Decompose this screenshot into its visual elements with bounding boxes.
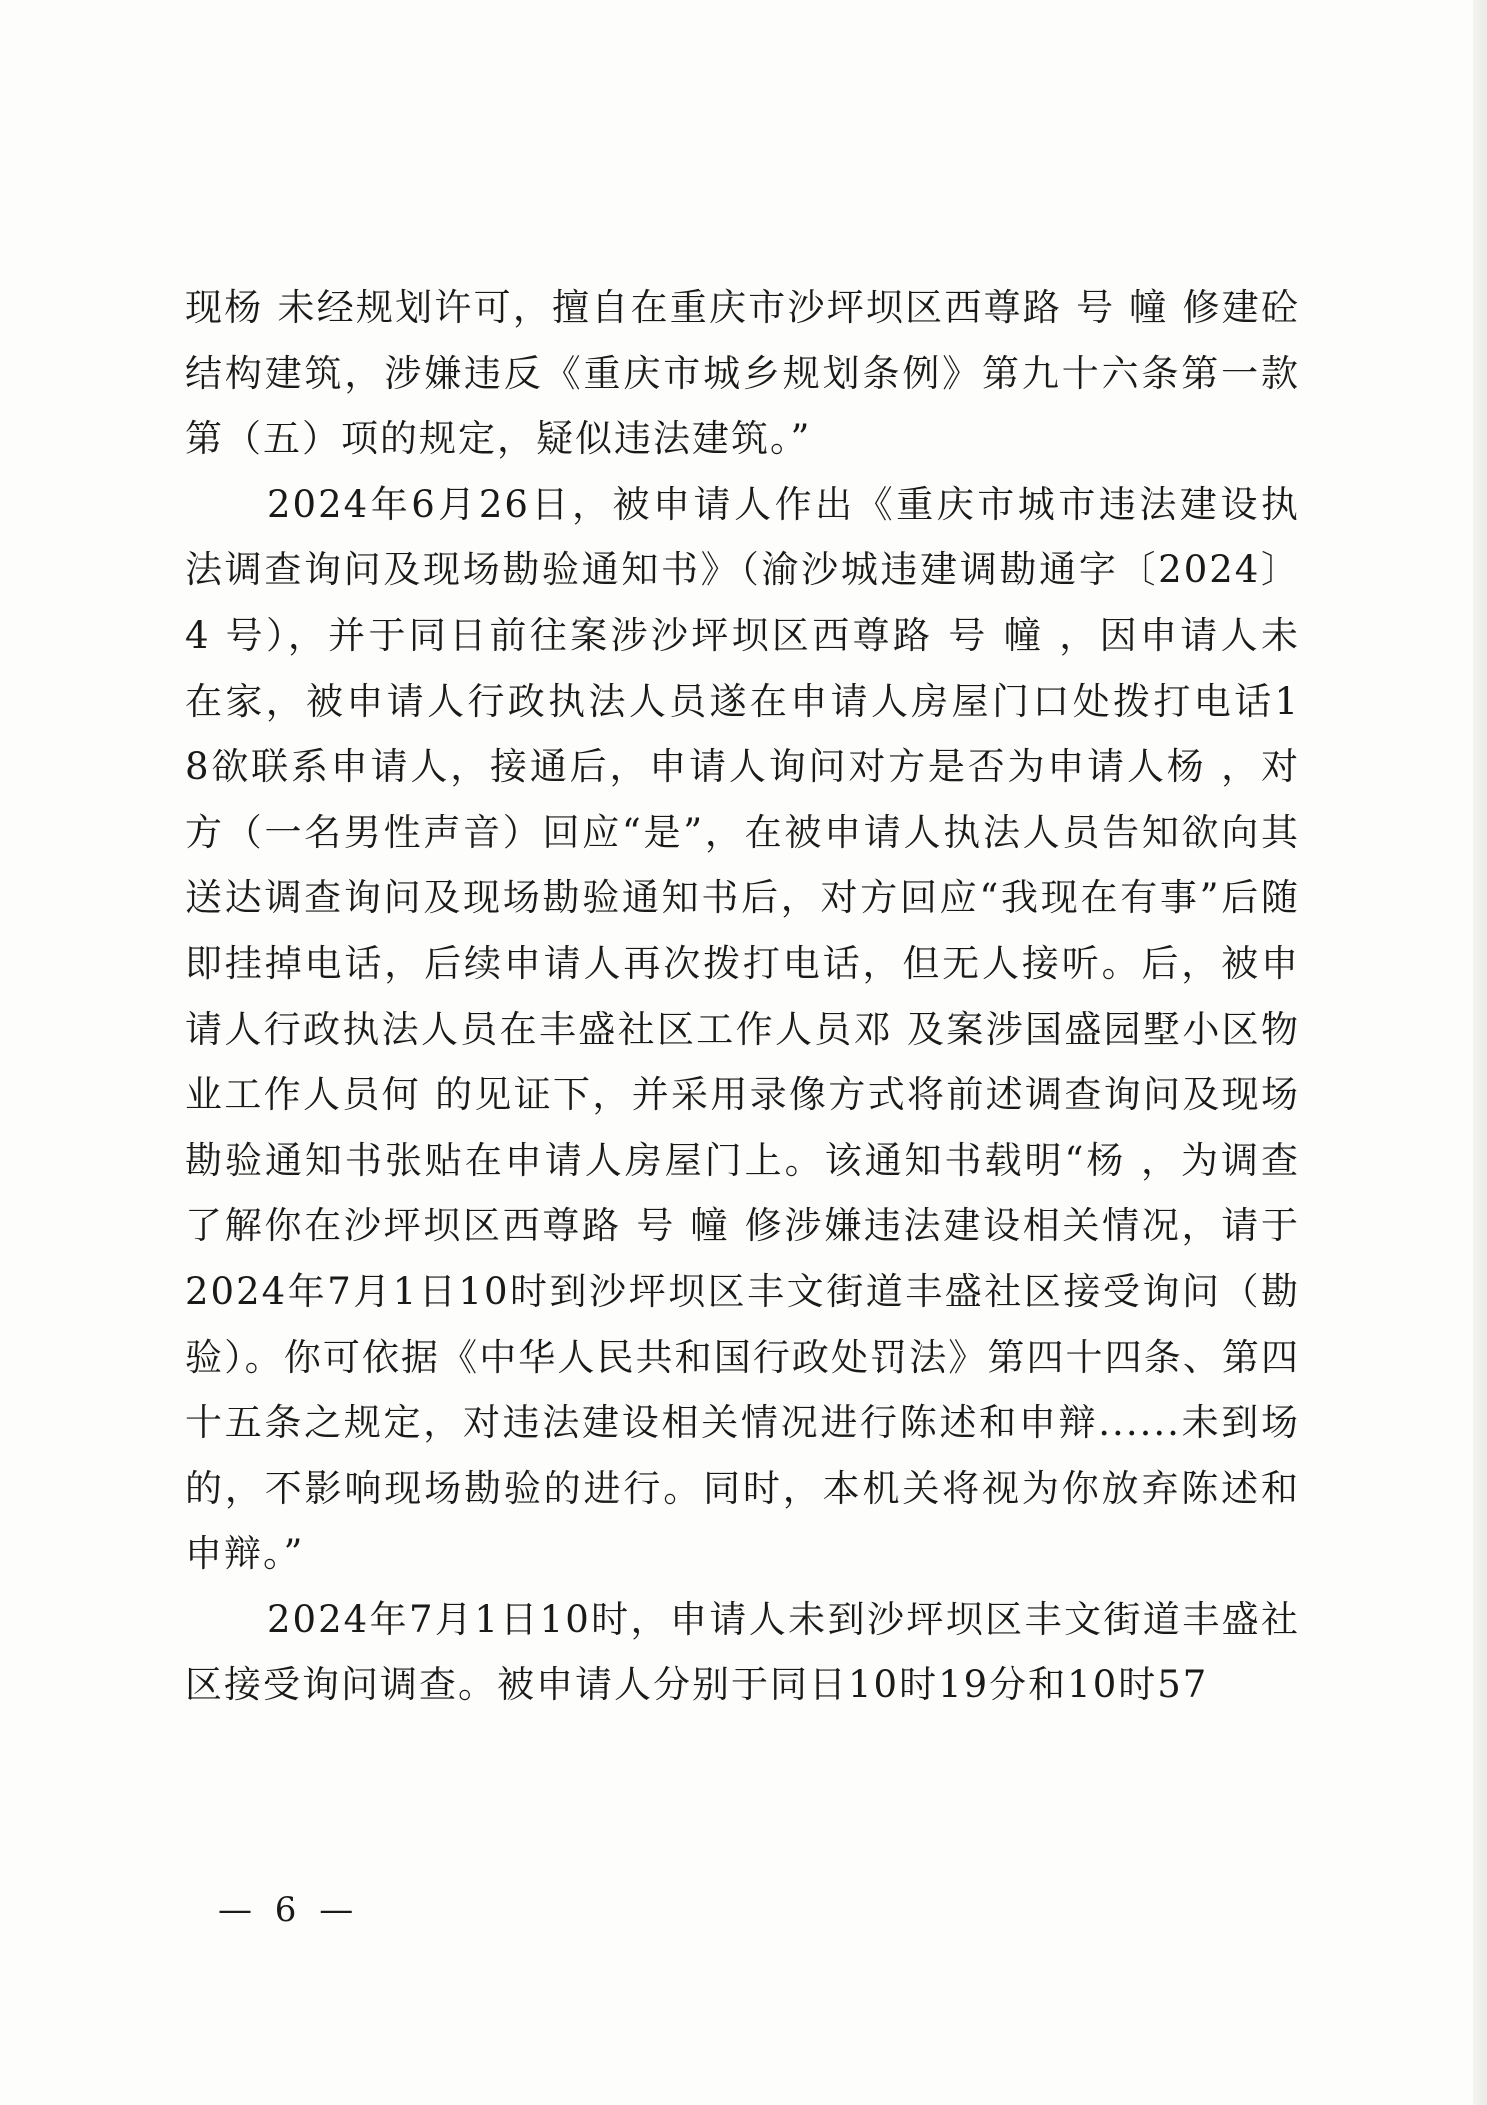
page-number: — 6 — xyxy=(218,1890,360,1930)
paragraph-3: 2024年7月1日10时，申请人未到沙坪坝区丰文街道丰盛社区接受询问调查。被申请人分别于同日10时19分和10时57 xyxy=(185,1597,1300,1707)
document-body xyxy=(185,275,1300,1718)
paragraph-1: 现杨 未经规划许可，擅自在重庆市沙坪坝区西尊路 号 幢 修建砼结构建筑，涉嫌违反《重庆市城乡规划条例》第九十六条第一款第（五）项的规定，疑似违法建筑。” xyxy=(185,286,1300,461)
scan-edge-shadow xyxy=(1473,0,1487,2105)
paragraph-2: 2024年6月26日，被申请人作出《重庆市城市违法建设执法调查询问及现场勘验通知书》（渝沙城违建调勘通字〔2024〕4 号），并于同日前往案涉沙坪坝区西尊路 号 幢 ，因申请人未在家，被申请人行政执法人员遂在申请人房屋门口处拨打电话1 8欲联系申请人，接通后，申请人询问对方是否为申请人杨 ，对方（一名男性声音）回应“是”，在被申请人执法人员告知欲向其送达调查询问及现场勘验通知书后，对方回应“我现在有事”后随即挂掉电话，后续申请人再次拨打电话，但无人接听。后，被申请人行政执法人员在丰盛社区工作人员邓 及案涉国盛园墅小区物业工作人员何 的见证下，并采用录像方式将前述调查询问及现场勘验通知书张贴在申请人房屋门上。该通知书载明“杨 ，为调查了解你在沙坪坝区西尊路 号 幢 修涉嫌违法建设相关情况，请于2024年7月1日10时到沙坪坝区丰文街道丰盛社区接受询问（勘验）。你可依据《中华人民共和国行政处罚法》第四十四条、第四十五条之规定，对违法建设相关情况进行陈述和申辩......未到场的，不影响现场勘验的进行。同时，本机关将视为你放弃陈述和申辩。” xyxy=(185,482,1300,1576)
